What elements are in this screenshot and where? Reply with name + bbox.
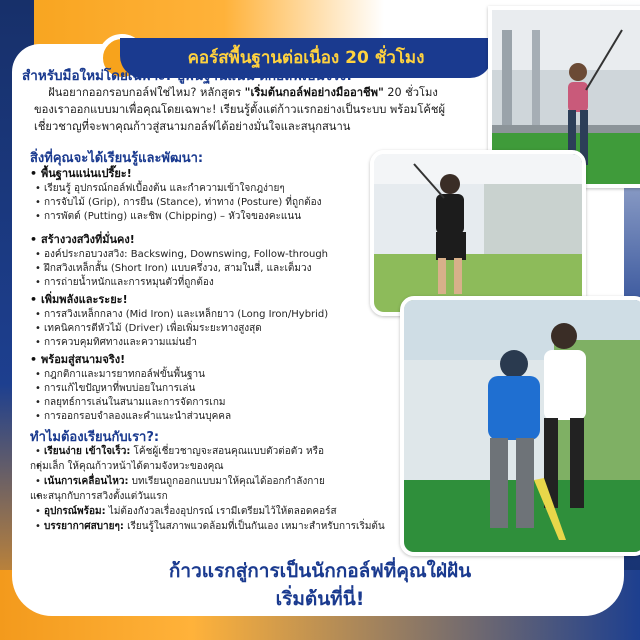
- learn-group-1: [30, 166, 368, 224]
- why-point-label: เน้นการเคลื่อนไหว:: [44, 476, 129, 487]
- photo-coach-lesson: [400, 296, 640, 556]
- group-title: • เพิ่มพลังและระยะ!: [30, 292, 368, 307]
- group-title: • พื้นฐานแน่นเปรี๊ยะ!: [30, 166, 368, 181]
- list-item: • การแก้ไขปัญหาที่พบบ่อยในการเล่น: [30, 382, 368, 396]
- why-point-text: ไม่ต้องกังวลเรื่องอุปกรณ์ เรามีเตรียมไว้ให้ตลอดคอร์ส: [105, 506, 337, 517]
- group-title: • สร้างวงสวิงที่มั่นคง!: [30, 232, 368, 247]
- cta-line-2: เริ่มต้นที่นี่!: [275, 588, 365, 610]
- why-section-title: ทำไมต้องเรียนกับเรา?:: [30, 430, 160, 445]
- headline: สำหรับมือใหม่โดยเฉพาะ! ปูพื้นฐานแน่น ตีกอล์ฟเป็นจริง!: [22, 68, 353, 84]
- list-item: • ฝึกสวิงเหล็กสั้น (Short Iron) แบบครึ่งวง, สามในสี่, และเต็มวง: [30, 262, 368, 276]
- course-title: คอร์สพื้นฐานต่อเนื่อง 20 ชั่วโมง: [187, 48, 425, 68]
- list-item: • กลยุทธ์การเล่นในสนามและการจัดการเกม: [30, 396, 368, 410]
- photo-male-golfer-swing: [370, 150, 586, 316]
- list-item: • กฎกติกาและมารยาทกอล์ฟขั้นพื้นฐาน: [30, 368, 368, 382]
- list-item: • เทคนิคการตีหัวไม้ (Driver) เพื่อเพิ่มระยะทางสูงสุด: [30, 322, 368, 336]
- why-point-text: โค้ชผู้เชี่ยวชาญจะสอนคุณแบบตัวต่อตัว หรือ: [130, 446, 324, 457]
- list-item: • การถ่ายน้ำหนักและการหมุนตัวที่ถูกต้อง: [30, 276, 368, 290]
- intro-line-1-start: ฝันอยากออกรอบกอล์ฟใช่ไหม? หลักสูตร: [48, 86, 245, 99]
- why-point-cont: และสนุกกับการสวิงตั้งแต่วันแรก: [30, 491, 168, 502]
- learn-section-title: สิ่งที่คุณจะได้เรียนรู้และพัฒนา:: [30, 151, 204, 166]
- list-item: • การพัตต์ (Putting) และชิพ (Chipping) – หัวใจของคะแนน: [30, 210, 368, 224]
- intro-line-2: ของเราออกแบบมาเพื่อคุณโดยเฉพาะ! เรียนรู้ตั้งแต่ก้าวแรกอย่างเป็นระบบ พร้อมโค้ชผู้: [34, 103, 446, 116]
- intro-paragraph: [34, 84, 608, 135]
- intro-line-1-end: 20 ชั่วโมง: [383, 86, 438, 99]
- why-point-cont: กลุ่มเล็ก ให้คุณก้าวหน้าได้ตามจังหวะของคุณ: [30, 461, 224, 472]
- list-item: • องค์ประกอบวงสวิง: Backswing, Downswing, Follow-through: [30, 248, 368, 262]
- why-point: [30, 444, 390, 459]
- learn-group-3: [30, 292, 368, 350]
- intro-line-1: [34, 84, 608, 101]
- why-list: [30, 444, 390, 534]
- why-point-label: อุปกรณ์พร้อม:: [44, 506, 106, 517]
- why-point-continuation: [30, 459, 390, 474]
- learn-group-4: [30, 352, 368, 424]
- list-item: • เรียนรู้ อุปกรณ์กอล์ฟเบื้องต้น และกำความเข้าใจกฎง่ายๆ: [30, 182, 368, 196]
- list-item: • การสวิงเหล็กกลาง (Mid Iron) และเหล็กยาว (Long Iron/Hybrid): [30, 308, 368, 322]
- why-point: [30, 504, 390, 519]
- list-item: • การควบคุมทิศทางและความแม่นยำ: [30, 336, 368, 350]
- why-point: [30, 519, 390, 534]
- group-title: • พร้อมสู่สนามจริง!: [30, 352, 368, 367]
- course-name-highlight: "เริ่มต้นกอล์ฟอย่างมืออาชีพ": [244, 86, 384, 99]
- intro-line-3: เชี่ยวชาญที่จะพาคุณก้าวสู่สนามกอล์ฟได้อย่างมั่นใจและสนุกสนาน: [34, 120, 351, 133]
- list-item: • การออกรอบจำลองและคำแนะนำส่วนบุคคล: [30, 410, 368, 424]
- why-point-label: เรียนง่าย เข้าใจเร็ว:: [44, 446, 131, 457]
- why-point-continuation: [30, 489, 390, 504]
- why-point-label: บรรยากาศสบายๆ:: [44, 521, 124, 532]
- why-point: [30, 474, 390, 489]
- why-point-text: เรียนรู้ในสภาพแวดล้อมที่เป็นกันเอง เหมาะสำหรับการเริ่มต้น: [123, 521, 385, 532]
- why-point-text: บทเรียนถูกออกแบบมาให้คุณได้ออกกำลังกาย: [128, 476, 325, 487]
- list-item: • การจับไม้ (Grip), การยืน (Stance), ท่าทาง (Posture) ที่ถูกต้อง: [30, 196, 368, 210]
- cta-line-1: ก้าวแรกสู่การเป็นนักกอล์ฟที่คุณใฝ่ฝัน: [168, 560, 472, 582]
- learn-group-2: [30, 232, 368, 290]
